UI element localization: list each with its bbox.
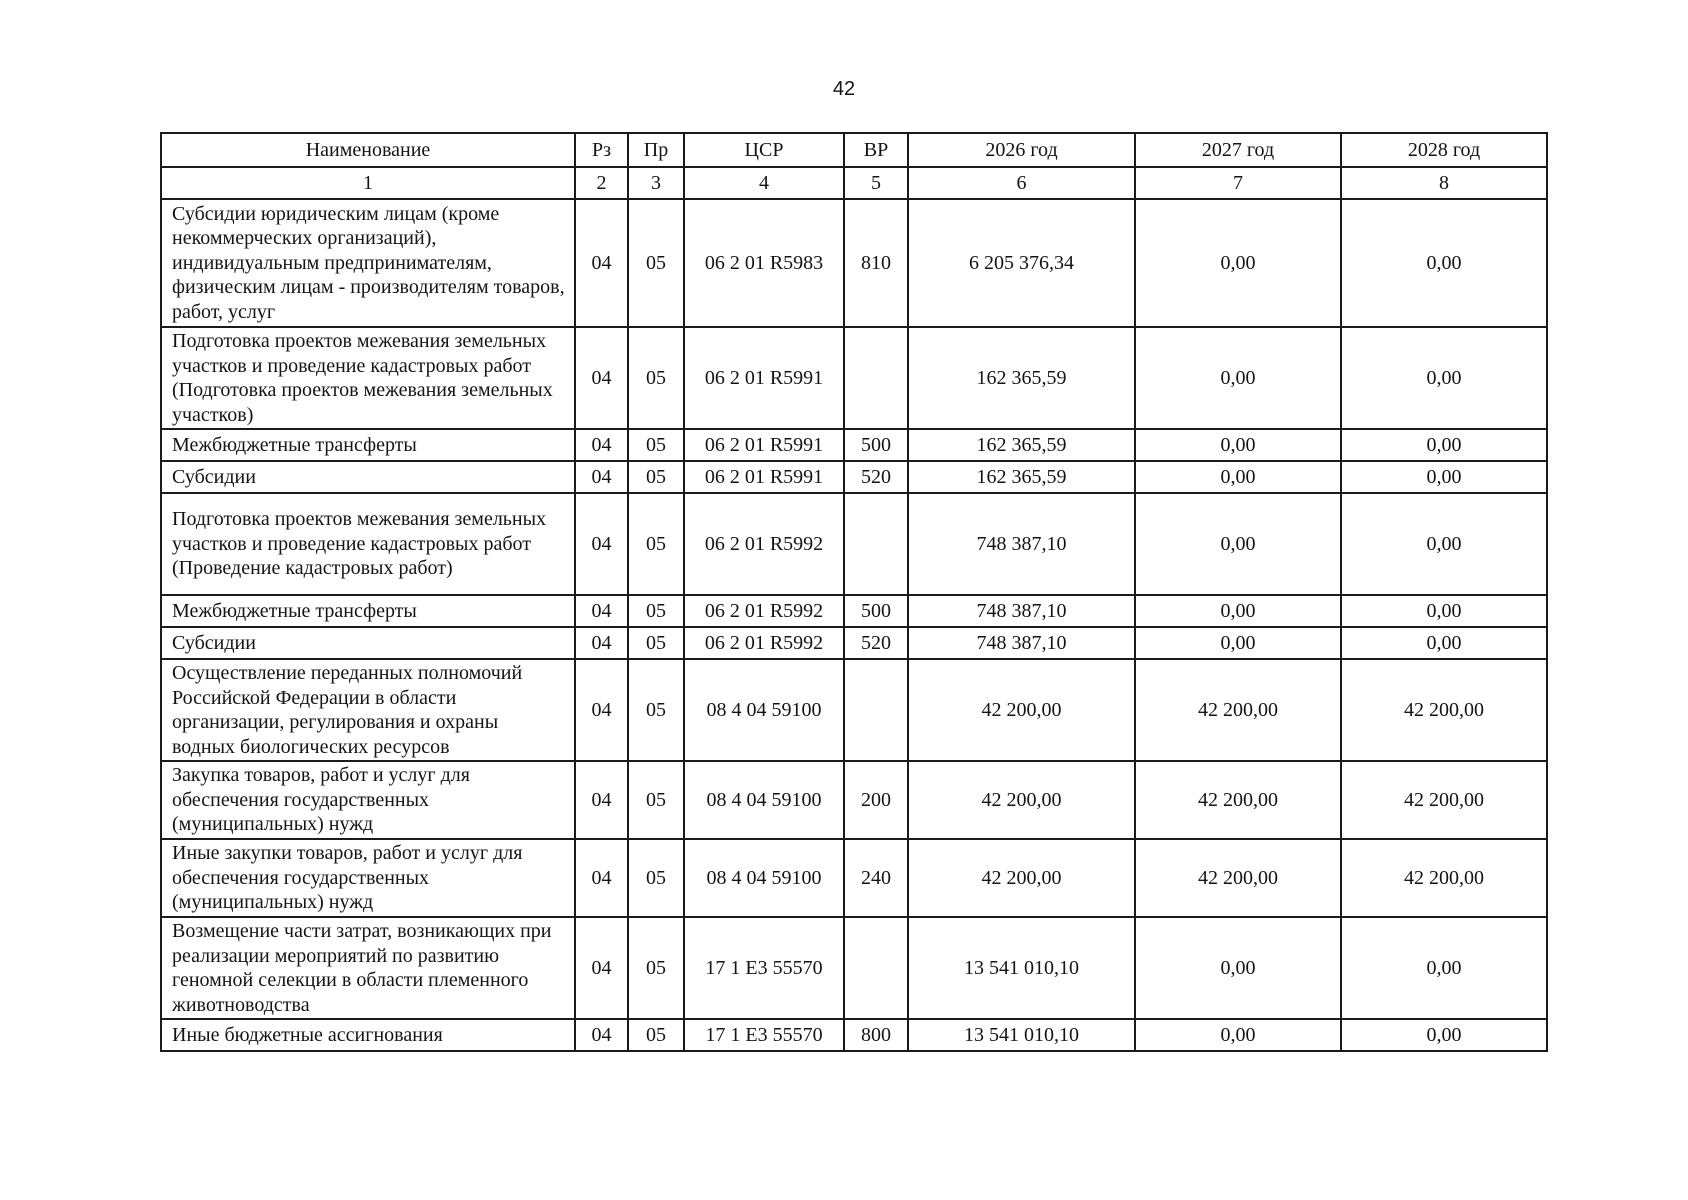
row-pr: 05	[628, 595, 684, 627]
row-pr: 05	[628, 327, 684, 429]
row-2027: 42 200,00	[1135, 839, 1341, 917]
row-2027: 0,00	[1135, 1019, 1341, 1051]
row-rz: 04	[575, 839, 628, 917]
header-2028: 2028 год	[1341, 133, 1547, 167]
row-2027: 0,00	[1135, 917, 1341, 1019]
header-rz: Рз	[575, 133, 628, 167]
row-vr: 240	[844, 839, 908, 917]
row-2026: 748 387,10	[908, 627, 1135, 659]
row-vr: 500	[844, 429, 908, 461]
row-2028: 0,00	[1341, 429, 1547, 461]
table-row	[161, 493, 1547, 595]
row-2027: 0,00	[1135, 595, 1341, 627]
row-2028: 42 200,00	[1341, 659, 1547, 761]
row-csr: 17 1 E3 55570	[684, 917, 844, 1019]
row-2027: 0,00	[1135, 199, 1341, 327]
header-csr: ЦСР	[684, 133, 844, 167]
row-2026: 162 365,59	[908, 461, 1135, 493]
row-rz: 04	[575, 627, 628, 659]
row-name: Субсидии	[161, 627, 575, 659]
row-2028: 0,00	[1341, 1019, 1547, 1051]
row-vr: 800	[844, 1019, 908, 1051]
row-csr: 06 2 01 R5992	[684, 493, 844, 595]
row-name: Субсидии	[161, 461, 575, 493]
row-2028: 0,00	[1341, 627, 1547, 659]
row-pr: 05	[628, 493, 684, 595]
column-number: 5	[844, 167, 908, 199]
row-csr: 06 2 01 R5991	[684, 461, 844, 493]
row-vr	[844, 659, 908, 761]
row-name: Подготовка проектов межевания земельных участков и проведение кадастровых работ (Подготовка проектов межевания земельных участков)	[161, 327, 575, 429]
table-row	[161, 917, 1547, 1019]
row-name: Подготовка проектов межевания земельных участков и проведение кадастровых работ (Проведение кадастровых работ)	[161, 493, 575, 595]
table-row	[161, 461, 1547, 493]
table-row	[161, 1019, 1547, 1051]
row-name: Иные закупки товаров, работ и услуг для обеспечения государственных (муниципальных) нужд	[161, 839, 575, 917]
row-2027: 0,00	[1135, 627, 1341, 659]
row-pr: 05	[628, 199, 684, 327]
row-pr: 05	[628, 627, 684, 659]
table-row	[161, 659, 1547, 761]
row-2028: 0,00	[1341, 461, 1547, 493]
row-rz: 04	[575, 659, 628, 761]
row-2026: 748 387,10	[908, 595, 1135, 627]
column-number: 1	[161, 167, 575, 199]
row-2027: 42 200,00	[1135, 659, 1341, 761]
row-2028: 0,00	[1341, 493, 1547, 595]
row-2026: 162 365,59	[908, 429, 1135, 461]
column-number: 7	[1135, 167, 1341, 199]
column-number: 2	[575, 167, 628, 199]
row-2028: 0,00	[1341, 199, 1547, 327]
row-2026: 42 200,00	[908, 659, 1135, 761]
header-row	[161, 133, 1547, 167]
row-csr: 06 2 01 R5983	[684, 199, 844, 327]
header-name: Наименование	[161, 133, 575, 167]
table-row	[161, 327, 1547, 429]
row-pr: 05	[628, 659, 684, 761]
table-row	[161, 595, 1547, 627]
row-2026: 42 200,00	[908, 839, 1135, 917]
row-2026: 42 200,00	[908, 761, 1135, 839]
row-2028: 0,00	[1341, 595, 1547, 627]
row-vr: 810	[844, 199, 908, 327]
row-2028: 42 200,00	[1341, 839, 1547, 917]
row-name: Субсидии юридическим лицам (кроме некоммерческих организаций), индивидуальным предпринимателям, физическим лицам - производителям товаров, работ, услуг	[161, 199, 575, 327]
row-pr: 05	[628, 1019, 684, 1051]
row-pr: 05	[628, 461, 684, 493]
header-vr: ВР	[844, 133, 908, 167]
row-2026: 748 387,10	[908, 493, 1135, 595]
row-2026: 162 365,59	[908, 327, 1135, 429]
row-name: Закупка товаров, работ и услуг для обеспечения государственных (муниципальных) нужд	[161, 761, 575, 839]
row-2027: 0,00	[1135, 493, 1341, 595]
page-number: 42	[832, 78, 856, 100]
row-vr	[844, 327, 908, 429]
budget-table	[160, 132, 1548, 1052]
row-2027: 0,00	[1135, 429, 1341, 461]
row-rz: 04	[575, 327, 628, 429]
row-csr: 06 2 01 R5992	[684, 627, 844, 659]
table-row	[161, 839, 1547, 917]
row-2028: 0,00	[1341, 917, 1547, 1019]
header-pr: Пр	[628, 133, 684, 167]
row-2028: 42 200,00	[1341, 761, 1547, 839]
row-csr: 06 2 01 R5992	[684, 595, 844, 627]
row-csr: 08 4 04 59100	[684, 761, 844, 839]
row-pr: 05	[628, 761, 684, 839]
column-number: 3	[628, 167, 684, 199]
row-2027: 42 200,00	[1135, 761, 1341, 839]
row-2026: 6 205 376,34	[908, 199, 1135, 327]
row-rz: 04	[575, 761, 628, 839]
header-2026: 2026 год	[908, 133, 1135, 167]
row-csr: 08 4 04 59100	[684, 839, 844, 917]
row-vr: 520	[844, 461, 908, 493]
row-rz: 04	[575, 493, 628, 595]
row-pr: 05	[628, 917, 684, 1019]
row-rz: 04	[575, 1019, 628, 1051]
row-rz: 04	[575, 199, 628, 327]
row-vr	[844, 493, 908, 595]
column-number: 4	[684, 167, 844, 199]
row-vr	[844, 917, 908, 1019]
row-2026: 13 541 010,10	[908, 917, 1135, 1019]
row-2027: 0,00	[1135, 327, 1341, 429]
row-csr: 17 1 E3 55570	[684, 1019, 844, 1051]
column-number: 6	[908, 167, 1135, 199]
row-name: Межбюджетные трансферты	[161, 429, 575, 461]
row-name: Иные бюджетные ассигнования	[161, 1019, 575, 1051]
row-pr: 05	[628, 429, 684, 461]
table-row	[161, 199, 1547, 327]
column-numbers-row	[161, 167, 1547, 199]
table-row	[161, 627, 1547, 659]
row-name: Возмещение части затрат, возникающих при реализации мероприятий по развитию геномной селекции в области племенного животноводства	[161, 917, 575, 1019]
column-number: 8	[1341, 167, 1547, 199]
table-row	[161, 429, 1547, 461]
row-vr: 520	[844, 627, 908, 659]
row-csr: 08 4 04 59100	[684, 659, 844, 761]
row-2027: 0,00	[1135, 461, 1341, 493]
row-csr: 06 2 01 R5991	[684, 327, 844, 429]
row-pr: 05	[628, 839, 684, 917]
row-csr: 06 2 01 R5991	[684, 429, 844, 461]
row-name: Осуществление переданных полномочий Российской Федерации в области организации, регулирования и охраны водных биологических ресурсов	[161, 659, 575, 761]
row-name: Межбюджетные трансферты	[161, 595, 575, 627]
row-2026: 13 541 010,10	[908, 1019, 1135, 1051]
row-vr: 200	[844, 761, 908, 839]
row-rz: 04	[575, 429, 628, 461]
row-rz: 04	[575, 461, 628, 493]
table-row	[161, 761, 1547, 839]
header-2027: 2027 год	[1135, 133, 1341, 167]
row-vr: 500	[844, 595, 908, 627]
row-2028: 0,00	[1341, 327, 1547, 429]
row-rz: 04	[575, 917, 628, 1019]
row-rz: 04	[575, 595, 628, 627]
